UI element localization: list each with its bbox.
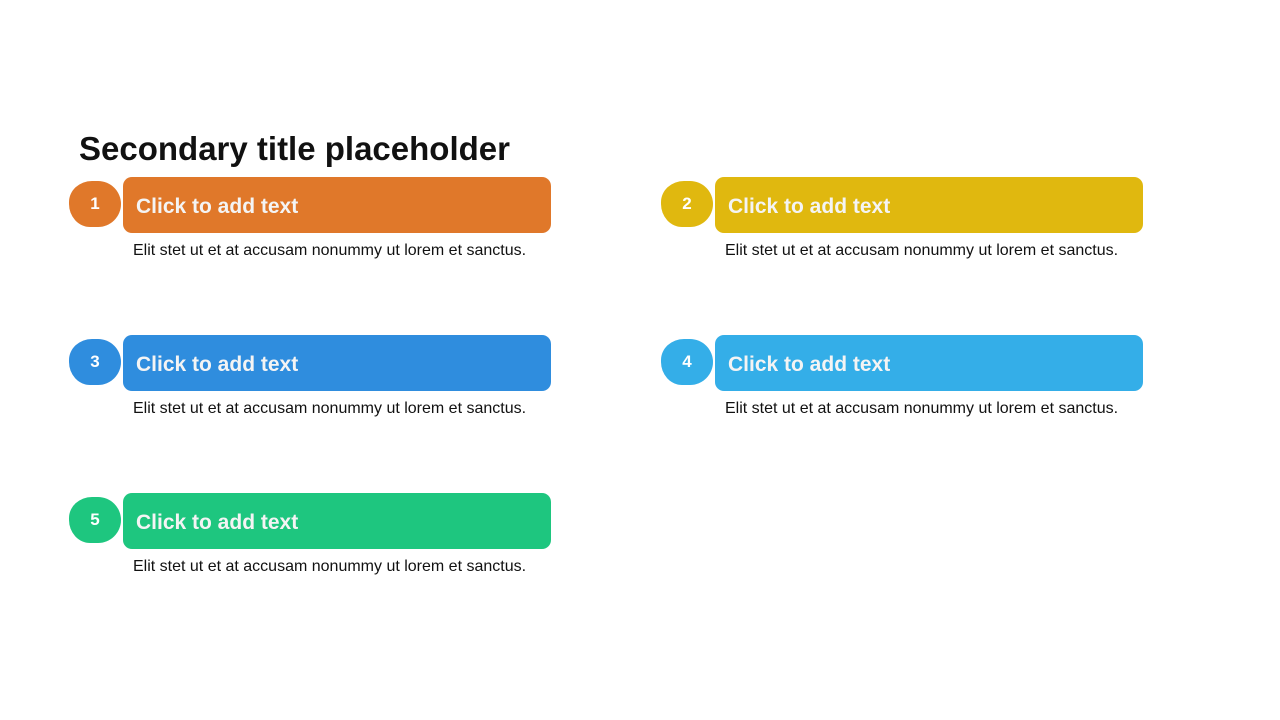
heading-bar[interactable] <box>715 177 1143 233</box>
number-badge: 2 <box>661 181 713 227</box>
heading-text: Click to add text <box>136 195 299 218</box>
description-text: Elit stet ut et at accusam nonummy ut lorem et sanctus. <box>133 558 527 575</box>
list-item-3 <box>69 335 559 435</box>
number-badge: 1 <box>69 181 121 227</box>
list-item-1 <box>69 177 559 277</box>
page-title: Secondary title placeholder <box>79 130 510 167</box>
number-badge: 3 <box>69 339 121 385</box>
heading-text: Click to add text <box>728 353 891 376</box>
heading-bar[interactable] <box>123 335 551 391</box>
description-text: Elit stet ut et at accusam nonummy ut lorem et sanctus. <box>725 242 1119 259</box>
list-item-4 <box>661 335 1151 435</box>
heading-text: Click to add text <box>136 511 299 534</box>
heading-text: Click to add text <box>728 195 891 218</box>
heading-bar[interactable] <box>123 177 551 233</box>
description-text: Elit stet ut et at accusam nonummy ut lorem et sanctus. <box>725 400 1119 417</box>
heading-text: Click to add text <box>136 353 299 376</box>
description-text: Elit stet ut et at accusam nonummy ut lorem et sanctus. <box>133 242 527 259</box>
number-badge: 5 <box>69 497 121 543</box>
list-item-5 <box>69 493 559 593</box>
list-item-2 <box>661 177 1151 277</box>
heading-bar[interactable] <box>715 335 1143 391</box>
description-text: Elit stet ut et at accusam nonummy ut lorem et sanctus. <box>133 400 527 417</box>
number-badge: 4 <box>661 339 713 385</box>
heading-bar[interactable] <box>123 493 551 549</box>
